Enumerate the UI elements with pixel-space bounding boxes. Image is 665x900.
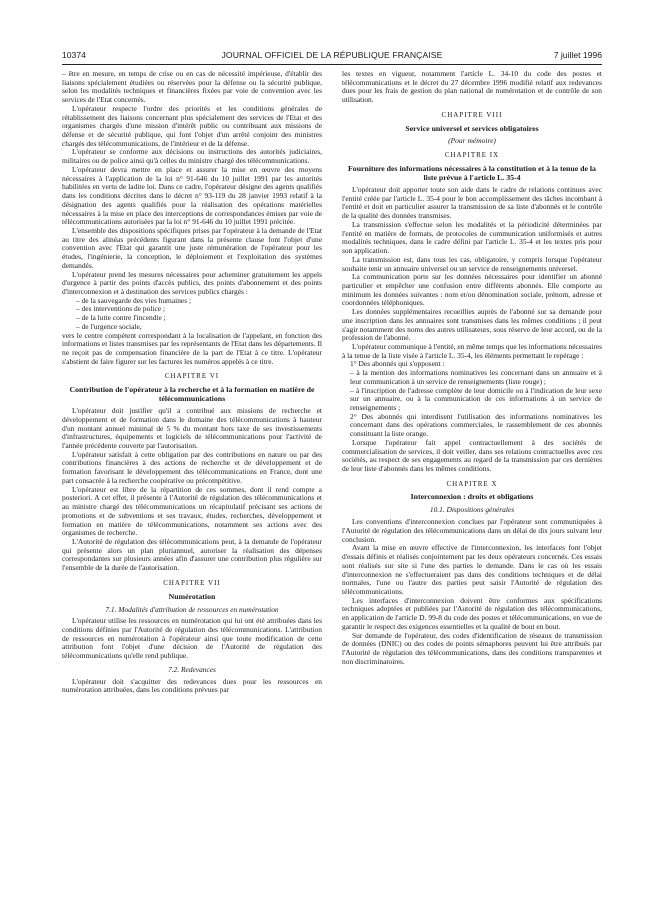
page-header <box>62 50 602 64</box>
left-column <box>62 70 322 695</box>
chapter-title: Numérotation <box>168 591 216 601</box>
paragraph: La transmission est, dans tous les cas, obligatoire, y compris lorsque l'opérateur souhaite tenir un annuaire universel ou un service de renseignements universel. <box>342 254 602 273</box>
paragraph: L'opérateur se conforme aux décisions ou instructions des autorités judiciaires, militaires ou de police ainsi qu'à celles du ministre chargé des télécommunications. <box>62 147 322 166</box>
chapter-title: Fourniture des informations nécessaires à la constitution et à la tenue de la liste prévue à l'article L. 35-4 <box>348 164 596 183</box>
list-item: – de la sauvegarde des vies humaines ; <box>76 295 192 305</box>
paragraph: vers le centre compétent correspondant à la localisation de l'appelant, en fonction des informations et listes transmises par les représentants de l'Etat dans les départements. Il ne reçoit pas de compensation financière de la part de l'Etat à ce titre. L'opérateur s'abstient de faire figurer sur les factures les numéros appelés à ce titre. <box>62 330 322 366</box>
paragraph: L'opérateur est libre de la répartition de ces sommes, dont il rend compte a posteriori. A cet effet, il présente à l'Autorité de régulation des télécommunications et au ministre chargé des télécommunications un récapitulatif précisant ses actions de promotions et de subventions et ses travaux, études, recherches, développement et formation en matière de télécommunications, notamment ses actions avec des organismes de recherche. <box>62 484 322 538</box>
chapter-label: CHAPITRE VI <box>164 372 220 381</box>
publication-date: 7 juillet 1996 <box>553 50 602 60</box>
chapter-label: CHAPITRE IX <box>444 151 500 160</box>
paragraph: La communication porte sur les données nécessaires pour identifier un abonné particulier et empêcher une confusion entre différents abonnés. Elle comporte au minimum les données suivantes : nom et/ou dénomination sociale, prénom, adresse et coordonnées téléphoniques. <box>342 272 602 308</box>
paragraph: les textes en vigueur, notamment l'article L. 34-10 du code des postes et télécommunications et le décret du 27 décembre 1996 modifié relatif aux redevances dues pour les frais de gestion du plan national de numérotation et de contrôle de son utilisation. <box>342 69 602 105</box>
list-item: – des interventions de police ; <box>76 304 166 314</box>
paragraph: L'opérateur doit apporter toute son aide dans le cadre de relations continues avec l'entité créée par l'article L. 35-4 pour le bon accomplissement des tâches incombant à l'entité et doit en particulier assurer la transmission de sa liste d'abonnés et le contrôle de la qualité des données transmises. <box>342 185 602 221</box>
paragraph: La transmission s'effectue selon les modalités et la périodicité déterminées par l'entité en matière de formats, de protocoles de communication uniformisés et autres modalités techniques, dans le cadre défini par l'article L. 35-4 et les textes pris pour son application. <box>342 219 602 256</box>
paragraph: Avant la mise en œuvre effective de l'interconnexion, les interfaces font l'objet d'essais définis et réalisés conjointement par les deux opérateurs concernés. Ces essais sont réalisés sur site si l'une des parties le demande. Dans le cas où les essais d'interconnexion ne s'effectueraient pas dans des conditions techniques et de délai normales, l'une ou l'autre des parties peut saisir l'Autorité de régulation des télécommunications. <box>342 543 602 596</box>
right-column <box>342 70 602 666</box>
page-number: 10374 <box>62 50 86 60</box>
paragraph: L'opérateur doit s'acquitter des redevances dues pour les ressources en numérotation attribuées, dans les conditions prévues par <box>62 676 322 695</box>
list-item: – à la mention des informations nominatives les concernant dans un annuaire et à leur communication à un service de renseignements (liste rouge) ; <box>350 368 602 386</box>
paragraph: L'opérateur utilise les ressources en numérotation qui lui ont été attribuées dans les conditions définies par l'Autorité de régulation des télécommunications. L'attribution de ressources en numérotation à l'opérateur ainsi que toute modification de cette attribution font l'objet d'une décision de l'Autorité de régulation des télécommunications qu'elle rend publique. <box>62 616 322 661</box>
paragraph: L'opérateur satisfait à cette obligation par des contributions en nature ou par des contributions financières à des actions de recherche et de développement et de formation favorisant le développement des télécommunications en France, dont une part consacrée à la recherche coopérative ou précompétitive. <box>62 449 322 485</box>
paragraph: Les conventions d'interconnexion conclues par l'opérateur sont communiquées à l'Autorité de régulation des télécommunications dans un délai de dix jours suivant leur conclusion. <box>342 517 602 544</box>
chapter-title: Interconnexion : droits et obligations <box>410 492 534 502</box>
section-heading: 10.1. Dispositions générales <box>429 505 515 515</box>
section-heading: 7.1. Modalités d'attribution de ressources en numérotation <box>105 604 279 614</box>
paragraph: L'Autorité de régulation des télécommunications peut, à la demande de l'opérateur qui présente alors un plan pluriannuel, autoriser la réalisation des dépenses correspondantes sur plusieurs années afin d'assurer une contribution plus régulière sur l'ensemble de la durée de l'autorisation. <box>62 536 322 573</box>
paragraph: L'opérateur devra mettre en place et assurer la mise en œuvre des moyens nécessaires à l'application de la loi n° 91-646 du 10 juillet 1991 par les autorités habilitées en vertu de ladite loi. Dans ce cadre, l'opérateur désigne des agents qualifiés dans les conditions décrites dans le décret n° 93-119 du 28 janvier 1993 relatif à la désignation des agents qualifiés pour la réalisation des opérations matérielles nécessaires à la mise en place des interceptions de correspondances émises par voie de télécommunications autorisées par la loi n° 91-646 du 10 juillet 1991 précitée. <box>62 164 322 227</box>
paragraph: L'ensemble des dispositions spécifiques prises par l'opérateur à la demande de l'Etat au titre des alinéas précédents figurant dans la présente clause font l'objet d'une convention avec l'Etat qui garantit une juste rémunération de l'opérateur pour les études, l'ingénierie, la conception, le déploiement et l'exploitation des systèmes demandés. <box>62 225 322 270</box>
paragraph: Les interfaces d'interconnexion doivent être conformes aux spécifications techniques adoptées et publiées par l'Autorité de régulation des télécommunications, en application de l'article D. 99-8 du code des postes et télécommunications, en vue de garantir le respect des exigences essentielles et la qualité de bout en bout. <box>342 595 602 631</box>
list-item: 2° Des abonnés qui interdisent l'utilisation des informations nominatives les concernant dans des opérations commerciales, le rassemblement de ces abonnés constituant la liste orange. <box>350 411 602 439</box>
paragraph: – être en mesure, en temps de crise ou en cas de nécessité impérieuse, d'établir des liaisons spécialement étudiées ou réservées pour la défense ou la sécurité publique, selon les modalités techniques et financières fixées par voie de convention avec les services de l'Etat concernés. <box>62 69 322 105</box>
list-item: – de la lutte contre l'incendie ; <box>76 313 166 323</box>
list-item: 1° Des abonnés qui s'opposent : <box>350 359 445 369</box>
list-item: – à l'inscription de l'adresse complète de leur domicile ou à l'indication de leur sexe sur un annuaire, ou à la communication de ces informations à un service de renseignements ; <box>350 385 602 412</box>
chapter-subtitle: (Pour mémoire) <box>448 135 496 145</box>
paragraph: L'opérateur doit justifier qu'il a contribué aux missions de recherche et développement et de formation dans le domaine des télécommunications à hauteur d'un montant annuel minimal de 5 % du montant hors taxe de ses investissements d'infrastructures, équipements et logiciels de télécommunications pour l'activité de l'année précédente couverte par l'autorisation. <box>62 406 322 451</box>
journal-title: JOURNAL OFFICIEL DE LA RÉPUBLIQUE FRANÇAISE <box>221 50 443 60</box>
paragraph: L'opérateur respecte l'ordre des priorités et les conditions générales de rétablissement des liaisons concernant plus spécialement des services de l'Etat et des organismes chargés d'une mission d'intérêt public ou contribuant aux missions de défense et de sécurité publique, qui font l'objet d'un arrêté conjoint des ministres chargés des télécommunications, de l'intérieur et de la défense. <box>62 103 322 148</box>
chapter-label: CHAPITRE VIII <box>441 110 503 119</box>
paragraph: L'opérateur communique à l'entité, en même temps que les informations nécessaires à la tenue de la liste visée à l'article L. 35-4, les éléments permettant le repérage : <box>342 341 602 360</box>
chapter-title: Contribution de l'opérateur à la recherche et à la formation en matière de télécommunications <box>69 385 315 404</box>
section-heading: 7.2. Redevances <box>168 664 216 674</box>
list-item: – de l'urgence sociale, <box>76 321 142 331</box>
paragraph: Lorsque l'opérateur fait appel contractuellement à des sociétés de commercialisation de services, il doit veiller, dans ses relations contractuelles avec ces sociétés, au respect de ses engagements au regard de la transmission par ces dernières de leur liste d'abonnés dans les mêmes conditions. <box>342 437 602 474</box>
paragraph: Sur demande de l'opérateur, des codes d'identification de réseaux de transmission de données (DNIC) ou des codes de points sémaphores peuvent lui être attribués par l'Autorité de régulation des télécommunications, dans des conditions transparentes et non discriminatoires. <box>342 630 602 666</box>
chapter-label: CHAPITRE VII <box>163 578 221 587</box>
chapter-label: CHAPITRE X <box>446 479 498 488</box>
chapter-title: Service universel et services obligatoires <box>405 123 539 133</box>
header-rule <box>62 64 602 65</box>
paragraph: L'opérateur prend les mesures nécessaires pour acheminer gratuitement les appels d'urgence à partir des points d'accès publics, des points d'abonnement et des points d'interconnexion et à destination des services publics chargés : <box>62 269 322 296</box>
paragraph: Les données supplémentaires recueillies auprès de l'abonné sur sa demande pour une inscription dans les annuaires sont transmises dans les mêmes conditions ; il peut s'agir notamment des noms des autres utilisateurs, sous réserve de leur accord, ou de la profession de l'abonné. <box>342 307 602 343</box>
